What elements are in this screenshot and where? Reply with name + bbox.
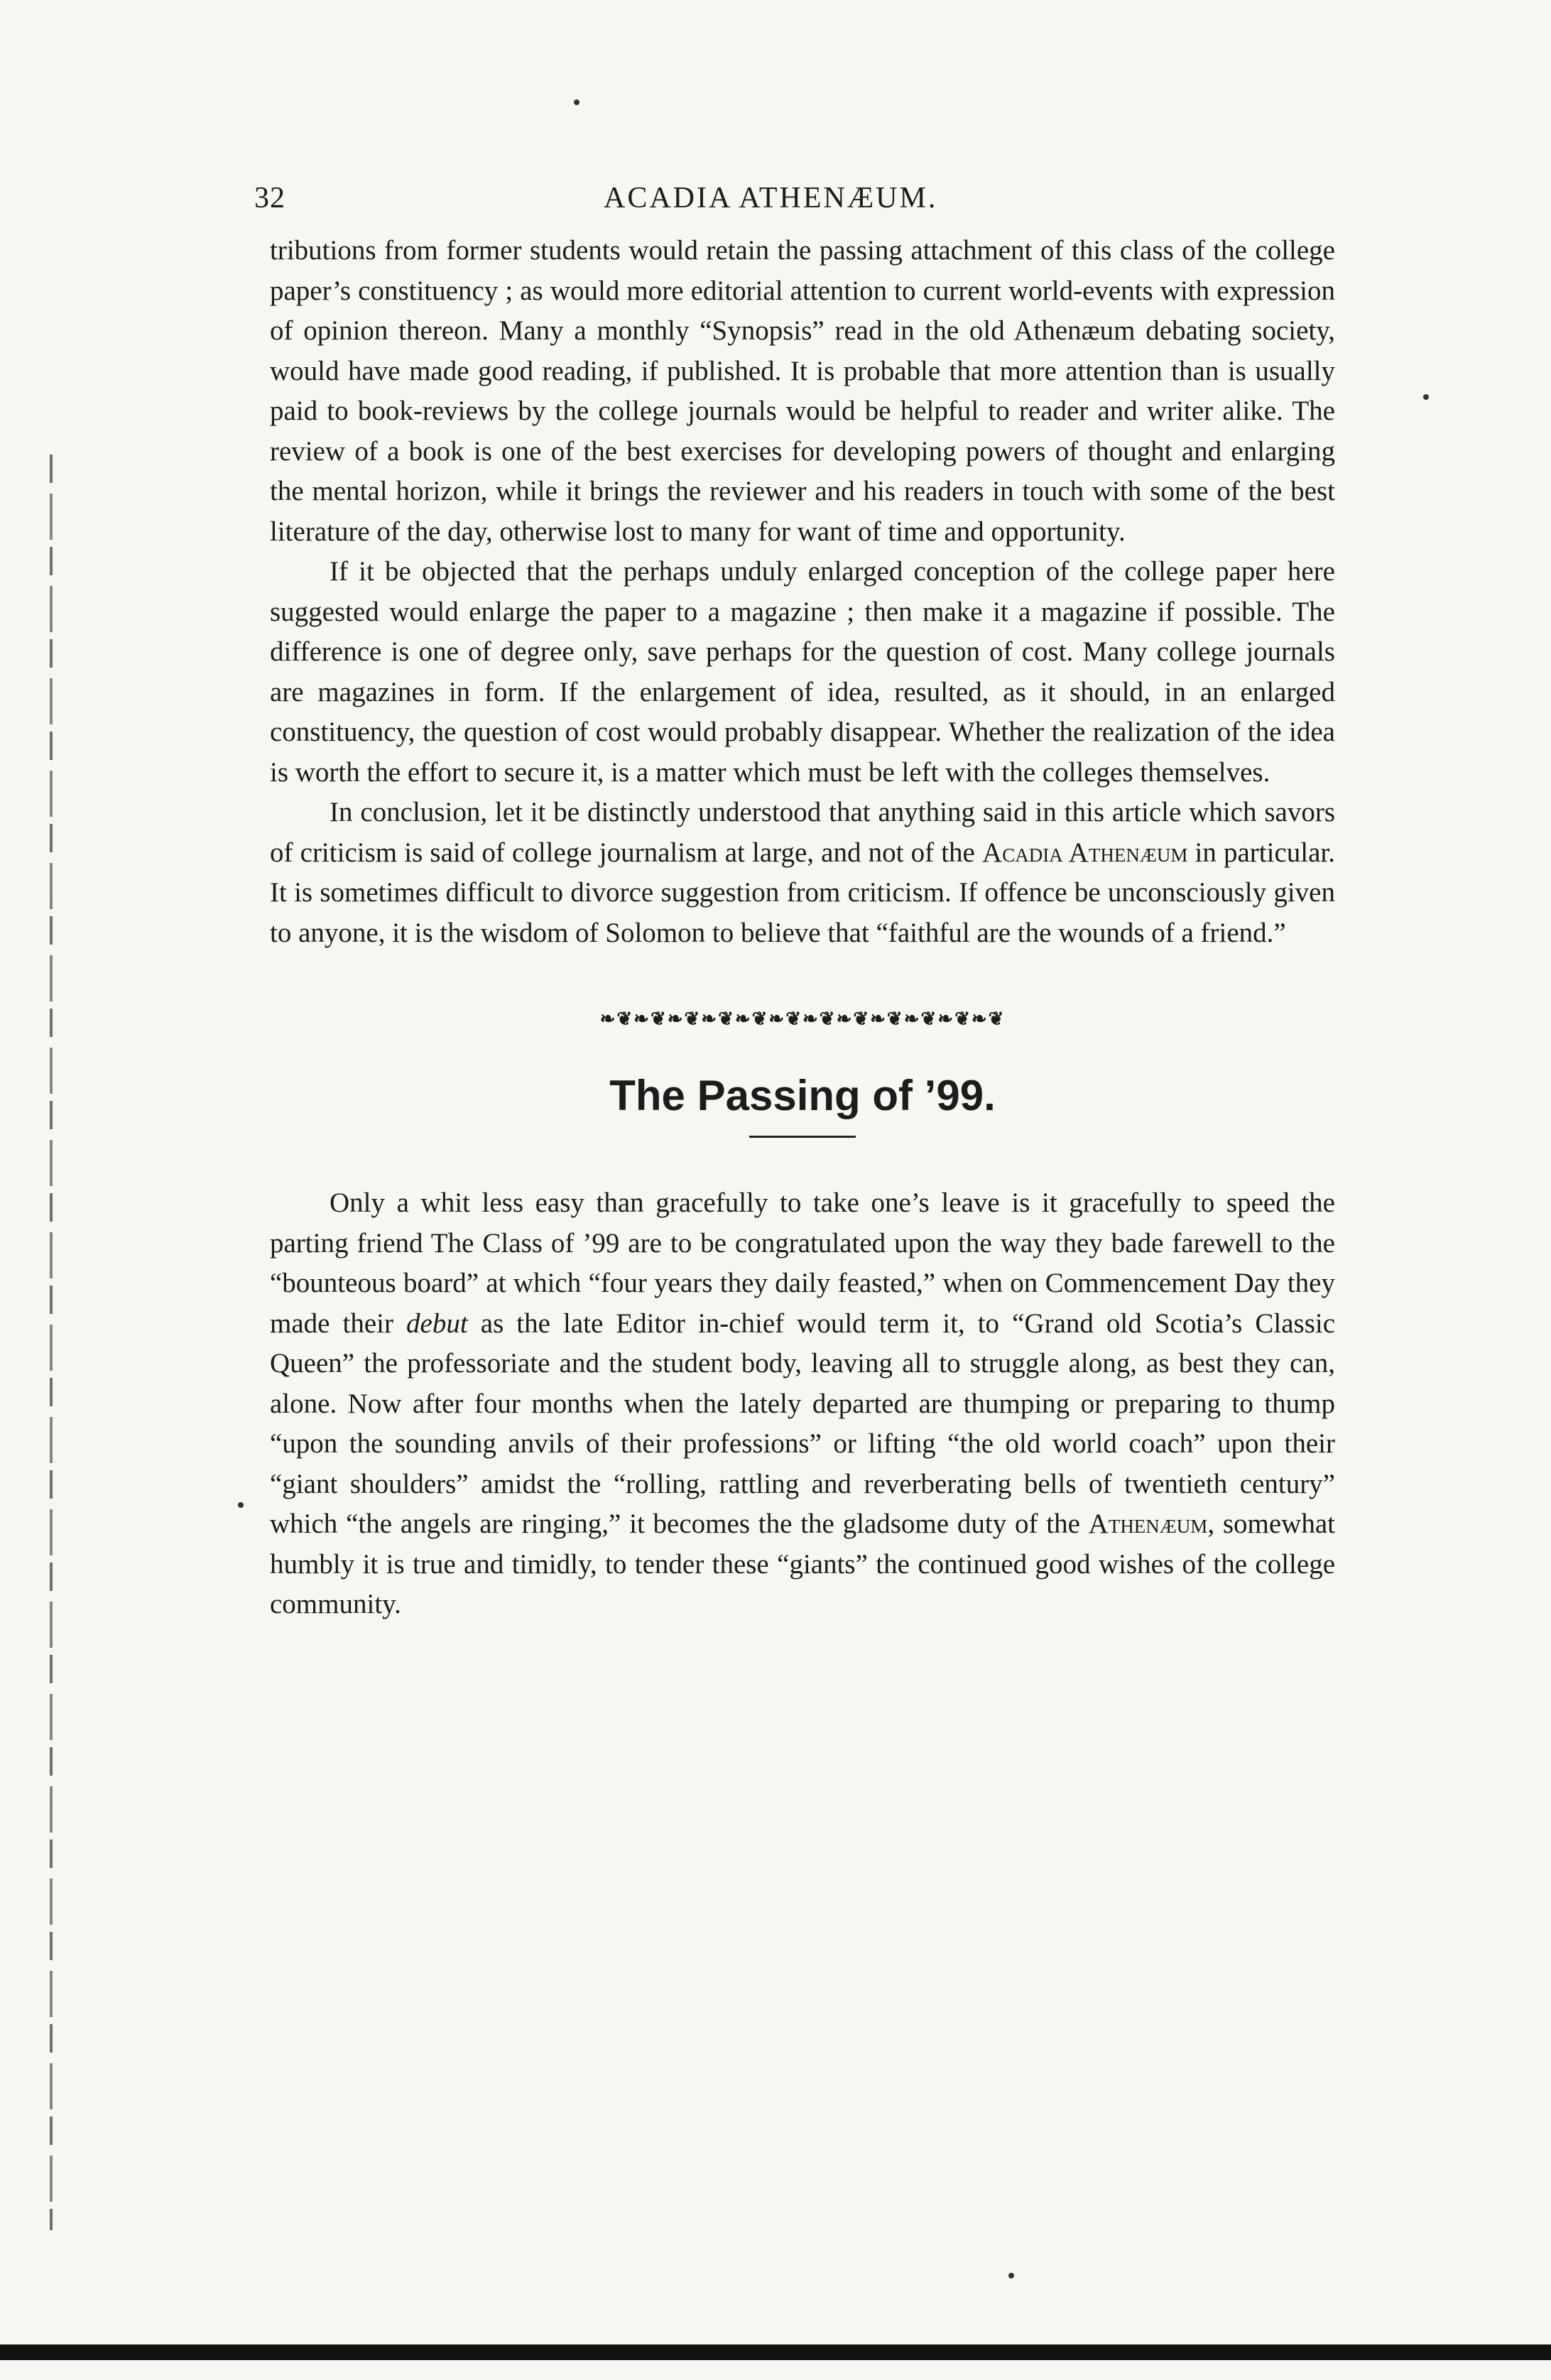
running-head xyxy=(254,181,1335,231)
paragraph: Only a whit less easy than gracefully to take one’s leave is it gracefully to speed the parting friend The Class of ’99 are to be congratulated upon the way they bade farewell to the “bounteous board” at which “four years they daily feasted,” when on Commencement Day they made their debut as the late Editor in-chief would term it, to “Grand old Scotia’s Classic Queen” the professoriate and the student body, leaving all to struggle along, as best they can, alone. Now after four months when the lately departed are thumping or preparing to thump “upon the sounding anvils of their professions” or lifting “the old world coach” upon their “giant shoulders” amidst the “rolling, rattling and reverberating bells of twentieth century” which “the angels are ringing,” it becomes the the gladsome duty of the Athenæum, somewhat humbly it is true and timidly, to tender these “giants” the continued good wishes of the college community. xyxy=(270,1188,1336,1619)
scan-margin-artifact xyxy=(50,455,53,2230)
article-body xyxy=(270,1183,1335,1625)
italic-word: debut xyxy=(406,1308,468,1339)
scan-speck xyxy=(574,99,579,105)
scan-speck xyxy=(1423,394,1429,400)
page xyxy=(254,181,1336,1625)
scan-bottom-border xyxy=(0,2344,1551,2360)
journal-name: Athenæum xyxy=(1088,1509,1208,1539)
article-continuation xyxy=(270,231,1335,953)
paragraph: tributions from former students would retain the passing attachment of this class of the college paper’s constituency ; as would more editorial attention to current world-events with expression of opinion thereon. Many a monthly “Synopsis” read in the old Athenæum debating society, would have made good reading, if published. It is probable that more attention than is usually paid to book-reviews by the college journals would be helpful to reader and writer alike. The review of a book is one of the best exercises for developing powers of thought and enlarging the mental horizon, while it brings the reviewer and his readers in touch with some of the best literature of the day, otherwise lost to many for want of time and opportunity. xyxy=(270,235,1335,547)
heading-rule xyxy=(749,1136,856,1138)
article-heading: The Passing of ’99. xyxy=(609,1072,996,1119)
journal-name: Acadia Athenæum xyxy=(982,837,1188,868)
conclusion-paragraph: In conclusion, let it be distinctly understood that anything said in this article which savors of criticism is said of college journalism at large, and not of the Acadia Athenæum in particular. It is sometimes difficult to divorce suggestion from criticism. If offence be unconsciously given to anyone, it is the wisdom of Solomon to believe that “faithful are the wounds of a friend.” xyxy=(270,797,1336,948)
section-divider-ornament: ❧❦❧❦❧❦❧❦❧❦❧❦❧❦❧❦❧❦❧❦❧❦❧❦ xyxy=(599,1009,1006,1029)
scan-speck xyxy=(238,1502,244,1508)
scan-speck xyxy=(1008,2273,1014,2278)
journal-title: ACADIA ATHENÆUM. xyxy=(604,182,938,214)
paragraph: If it be objected that the perhaps unduly enlarged conception of the college paper here suggested would enlarge the paper to a magazine ; then make it a magazine if possible. The difference is one of degree only, save perhaps for the question of cost. Many college journals are magazines in form. If the enlargement of idea, resulted, as it should, in an enlarged constituency, the question of cost would probably disappear. Whether the realization of the idea is worth the effort to secure it, is a matter which must be left with the colleges themselves. xyxy=(270,556,1335,788)
page-number: 32 xyxy=(254,182,285,214)
